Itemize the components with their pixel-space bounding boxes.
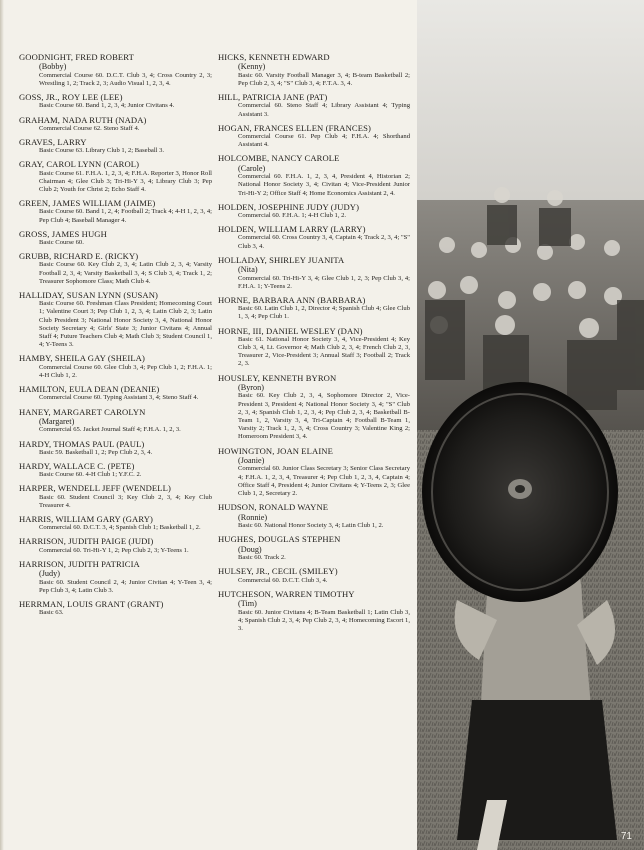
senior-entry [218,502,410,530]
senior-entry [19,251,212,286]
senior-activities: Basic 60. Student Council 3; Key Club 2, 3, 4; Key Club Treasurer 4. [39,493,212,509]
senior-entry [218,295,410,322]
senior-name: GRAHAM, NADA RUTH (NADA) [19,114,147,125]
senior-entry [218,224,410,251]
senior-entry [19,483,212,510]
senior-name: HOLLADAY, SHIRLEY JUANITA [218,254,345,265]
senior-activities: Basic 60. Key Club 2, 3, 4, Sophomore Director 2, Vice-President 3, President 4; National Honor Society 3, 4; "S" Club 2, 3, 4; Spanish Club 1, 2, 3, 4; Pep Club 2, 3, 4; Basketball B-Team 1, 2, Varsity 3, 4, Tri-Captain 4; Football B-Team 1, Varsity 2; Track 1, 2, 3, 4; Cross Country 3; Valentine King 2; Homeroom President 3, 4. [238,392,410,441]
senior-entry [218,255,410,291]
senior-activities: Commercial 60. F.H.A. 1, 2, 3, 4, President 4, Historian 2; National Honor Society 3, 4; Civitan 4; Vice-President Junior Tri-Hi-Y 2; Office Staff 4; Home Economics Assistant 2, 4. [238,173,410,197]
senior-name: HICKS, KENNETH EDWARD [218,52,330,62]
senior-activities: Basic 60. Latin Club 1, 2, Director 4; Spanish Club 4; Glee Club 1, 3, 4; Pep Club 1. [238,305,410,321]
senior-name: GOODNIGHT, FRED ROBERT [19,52,134,62]
senior-entry [19,198,212,225]
senior-entry [19,407,212,435]
senior-activities: Basic 60. Varsity Football Manager 3, 4; B-team Basketball 2; Pep Club 2, 3, 4; "S" Club 3, 4; F.T.A. 3, 4. [238,71,410,87]
senior-entry [218,446,410,499]
senior-name: HERRMAN, LOUIS GRANT (GRANT) [19,598,164,609]
senior-entry [19,439,212,457]
senior-name: HARRISON, JUDITH PATRICIA [19,558,140,569]
senior-activities: Commercial 60. D.C.T. 3, 4; Spanish Club 1; Basketball 1, 2. [39,524,201,532]
senior-nickname: (Ronnie) [238,512,268,522]
senior-name: HOWINGTON, JOAN ELAINE [218,445,333,456]
senior-activities: Commercial 60. Cross Country 3, 4, Captain 4; Track 2, 3, 4; "S" Club 3, 4. [238,234,410,250]
senior-activities: Basic Course 60. Band 1, 2, 4; Football 2; Track 4; 4-H 1, 2, 3, 4; Pep Club 4; Baseball Manager 4. [39,208,212,224]
senior-entry [218,123,410,150]
senior-entry [218,566,410,584]
senior-activities: Commercial 60. Tri-Hi-Y 3, 4; Glee Club 1, 2, 3; Pep Club 3, 4; F.H.A. 1; Y-Teens 2. [238,274,410,290]
senior-name: HOGAN, FRANCES ELLEN (FRANCES) [218,122,371,133]
senior-name: HAMBY, SHEILA GAY (SHEILA) [19,353,145,364]
senior-entry [19,137,212,155]
senior-entry [218,373,410,442]
senior-name: HARRIS, WILLIAM GARY (GARY) [19,513,153,524]
senior-name: GOSS, JR., ROY LEE (LEE) [19,92,123,103]
senior-activities: Commercial Course 61. Pep Club 4; F.H.A. 4; Shorthand Assistant 4. [238,133,410,149]
senior-name: HUTCHESON, WARREN TIMOTHY [218,588,355,599]
senior-activities: Basic 59. Basketball 1, 2; Pep Club 2, 3, 4. [39,448,153,456]
senior-nickname: (Kenny) [238,62,266,72]
senior-name: HUGHES, DOUGLAS STEPHEN [218,534,341,545]
senior-name: HOLCOMBE, NANCY CAROLE [218,153,340,164]
senior-activities: Basic Course 61. F.H.A. 1, 2, 3, 4; F.H.A. Reporter 3, Honor Roll Chairman 4; Glee Club 3; Tri-Hi-Y 3, 4; Library Club 3; Pep Club 2; Youth for Christ 2; Echo Staff 4. [39,169,212,194]
senior-name: HOLDEN, JOSEPHINE JUDY (JUDY) [218,201,360,212]
senior-activities: Basic Course 60. [39,239,84,247]
senior-activities: Commercial 60. Junior Class Secretary 3; Senior Class Secretary 4; F.H.A. 1, 2, 3, 4, Treasurer 4; Pep Club 1, 2, 3, 4, Captain 4; Office Staff 4, President 4; Junior Civitans 4; Y-Teens 2, 3; Glee Club 1, 2, Secretary 2. [238,465,410,498]
senior-activities: Basic Course 60. Band 1, 2, 3, 4; Junior Civitans 4. [39,102,175,110]
senior-nickname: (Carole) [238,163,266,173]
senior-activities: Basic 60. Junior Civitans 4; B-Team Basketball 1; Latin Club 3, 4; Spanish Club 2, 3, 4; Pep Club 2, 3, 4; Homecoming Escort 1, 3. [238,608,410,632]
senior-entry [19,290,212,349]
senior-name: HORNE, BARBARA ANN (BARBARA) [218,295,366,306]
senior-entry [19,52,212,88]
senior-entry [218,153,410,197]
senior-name: HORNE, III, DANIEL WESLEY (DAN) [218,325,363,336]
senior-entry [218,92,410,119]
senior-nickname: (Judy) [39,568,60,578]
senior-entry [19,461,212,479]
senior-name: GROSS, JAMES HUGH [19,228,107,239]
senior-activities: Basic Course 60. 4-H Club 1; Y.F.C. 2. [39,471,142,479]
page-gutter [0,0,4,850]
senior-nickname: (Tim) [238,598,257,608]
senior-activities: Basic 61. National Honor Society 3, 4, Vice-President 4; Key Club 3, 4, Lt. Governor 4; Math Club 2, 3, 4; French Club 2, 3, Treasurer 2, Vice-President 3; Annual Staff 3; Football 2; Track 2, 3. [238,335,410,368]
cheerleader-megaphone-photo [417,0,644,850]
senior-activities: Basic Course 60. Key Club 2, 3, 4; Latin Club 2, 3, 4; Varsity Football 2, 3, 4; Varsity Basketball 3, 4; S Club 3, 4; Track 1, 2; Treasurer Sophomore Class; Math Club 4. [39,261,212,285]
senior-name: HARDY, WALLACE C. (PETE) [19,460,135,471]
senior-entry [19,115,212,133]
senior-name: GREEN, JAMES WILLIAM (JAIME) [19,198,156,209]
senior-nickname: (Joanie) [238,455,265,465]
senior-activities: Commercial Course 60. Glee Club 3, 4; Pep Club 1, 2; F.H.A. 1; 4-H Club 1, 2. [39,363,212,379]
senior-entry [218,534,410,562]
senior-name: HAMILTON, EULA DEAN (DEANIE) [19,384,160,395]
senior-entry [218,589,410,633]
senior-name: HUDSON, RONALD WAYNE [218,502,329,513]
senior-entry [19,353,212,380]
photo-sky [417,0,644,230]
senior-entry [19,536,212,554]
senior-entry [218,326,410,369]
senior-entry [19,229,212,247]
senior-name: GRUBB, RICHARD E. (RICKY) [19,251,139,262]
senior-activities: Commercial Course 60. D.C.T. Club 3, 4; Cross Country 2, 3; Wrestling 1, 2; Track 2, 3; Audio Visual 1, 2, 3, 4. [39,71,212,87]
senior-activities: Commercial 60. Tri-Hi-Y 1, 2; Pep Club 2, 3; Y-Teens 1. [39,546,189,554]
senior-activities: Commercial 60. Steno Staff 4; Library Assistant 4; Typing Assistant 3. [238,102,410,118]
senior-entry [19,559,212,595]
senior-entry [19,514,212,532]
senior-activities: Basic 60. Student Council 2, 4; Junior Civitan 4; Y-Teen 3, 4; Pep Club 3, 4; Latin Club 3. [39,578,212,594]
senior-name: HALLIDAY, SUSAN LYNN (SUSAN) [19,290,158,301]
senior-nickname: (Nita) [238,265,258,275]
senior-name: GRAY, CAROL LYNN (CAROL) [19,159,140,170]
senior-name: HARPER, WENDELL JEFF (WENDELL) [19,483,171,494]
senior-nickname: (Doug) [238,544,262,554]
senior-activities: Commercial 60. D.C.T. Club 3, 4. [238,576,328,584]
senior-entry [218,202,410,220]
senior-entry [19,92,212,110]
senior-activities: Basic 63. [39,609,64,617]
senior-list-left-column [19,52,212,621]
senior-name: HANEY, MARGARET CAROLYN [19,406,146,417]
senior-name: HULSEY, JR., CECIL (SMILEY) [218,566,338,577]
senior-activities: Basic 60. Track 2. [238,554,286,562]
senior-nickname: (Byron) [238,382,264,392]
senior-list-middle-column [218,52,410,637]
senior-activities: Commercial 65. Jacket Journal Staff 4; F.H.A. 1, 2, 3. [39,426,181,434]
senior-activities: Commercial Course 60. Typing Assistant 3, 4; Steno Staff 4. [39,394,199,402]
senior-nickname: (Margaret) [39,416,75,426]
senior-activities: Commercial 60. F.H.A. 1; 4-H Club 1, 2. [238,212,347,220]
senior-entry [19,159,212,194]
senior-activities: Commercial Course 62. Steno Staff 4. [39,124,140,132]
photo-illustration [417,0,644,850]
senior-entry [218,52,410,88]
senior-name: GRAVES, LARRY [19,137,87,148]
senior-name: HOLDEN, WILLIAM LARRY (LARRY) [218,224,366,235]
senior-entry [19,384,212,402]
senior-activities: Basic Course 63. Library Club 1, 2; Baseball 3. [39,147,165,155]
senior-nickname: (Bobby) [39,62,67,72]
senior-name: HILL, PATRICIA JANE (PAT) [218,92,328,103]
senior-name: HARDY, THOMAS PAUL (PAUL) [19,438,145,449]
senior-name: HOUSLEY, KENNETH BYRON [218,372,337,383]
page-number: 71 [620,831,632,842]
cheerleader-skirt [457,700,617,840]
senior-activities: Basic Course 60. Freshman Class President; Homecoming Court 1; Valentine Court 3; Pep Club 1, 2, 3, 4; Latin Club 2, 3; Latin Club President 3; National Honor Society 3, 4, National Honor Society Secretary 4; Girls' State 3; Junior Civitans 4; Annual Staff 4; Future Teachers Club 4; Math Club 3; Student Council 1, 4; Y-Teens 3. [39,300,212,349]
senior-entry [19,599,212,617]
senior-name: HARRISON, JUDITH PAIGE (JUDI) [19,536,154,547]
megaphone-mouthpiece-hole [515,485,525,493]
senior-activities: Basic 60. National Honor Society 3, 4; Latin Club 1, 2. [238,522,384,530]
